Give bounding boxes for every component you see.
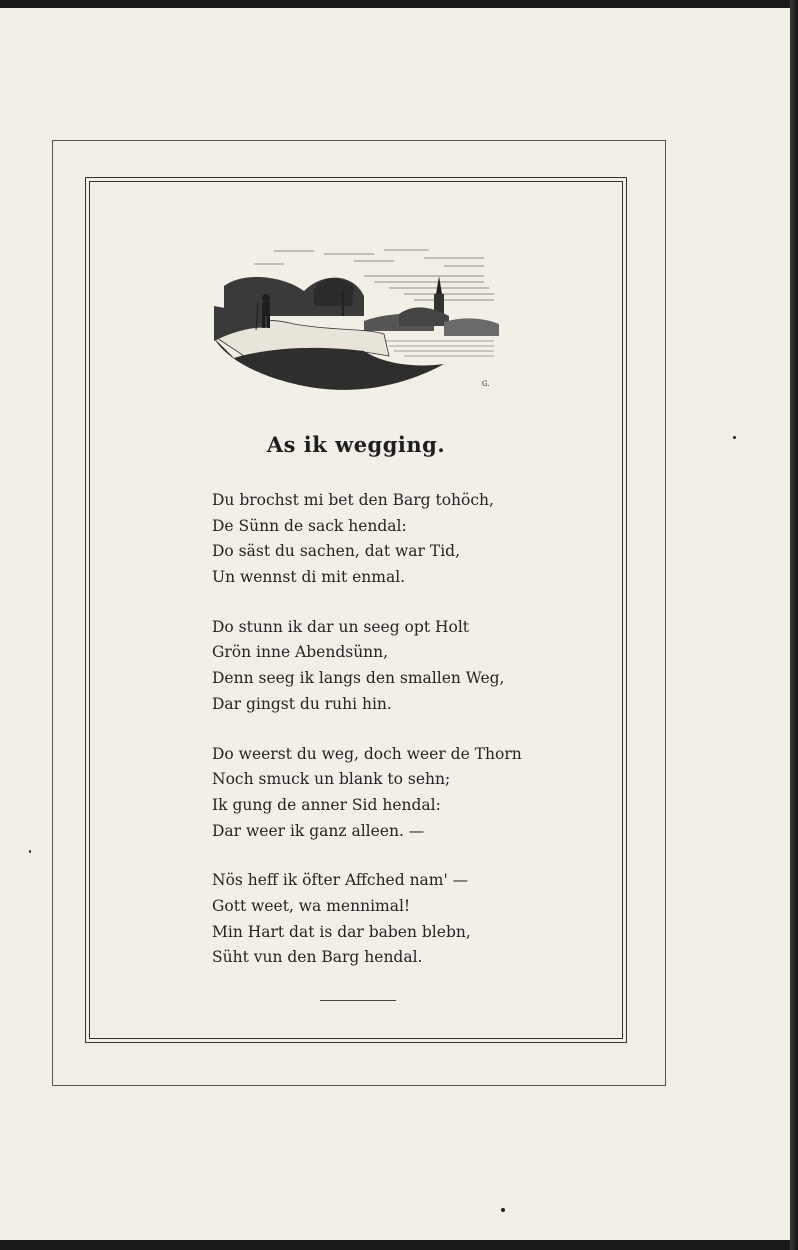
ink-speck (733, 436, 736, 439)
ink-speck (29, 850, 31, 853)
verse-line: Denn seeg ik langs den smallen Weg, (212, 669, 505, 688)
verse-line: Dar weer ik ganz alleen. — (212, 821, 425, 840)
inner-border-frame (85, 177, 627, 1043)
landscape-engraving (214, 246, 504, 396)
end-rule-divider (320, 1000, 396, 1001)
verse-line: Grön inne Abendsünn, (212, 643, 389, 662)
stanza (212, 868, 572, 971)
verse-line: Dar gingst du ruhi hin. (212, 694, 392, 713)
verse-line: Noch smuck un blank to sehn; (212, 770, 451, 789)
verse-line: Gott weet, wa mennimal! (212, 896, 411, 915)
verse-line: De Sünn de sack hendal: (212, 516, 407, 535)
stanza (212, 615, 572, 718)
poem-body (212, 488, 572, 995)
poem-title: As ik wegging. (266, 432, 446, 457)
outer-border-frame (52, 140, 666, 1086)
page-edge (790, 0, 798, 1250)
verse-line: Süht vun den Barg hendal. (212, 948, 423, 967)
verse-line: Un wennst di mit enmal. (212, 568, 406, 587)
verse-line: Do säst du sachen, dat war Tid, (212, 542, 460, 561)
book-page (0, 8, 790, 1240)
ink-speck (501, 1208, 505, 1212)
verse-line: Du brochst mi bet den Barg tohöch, (212, 491, 494, 509)
verse-line: Min Hart dat is dar baben blebn, (212, 922, 471, 941)
verse-line: Nös heff ik öfter Affched nam' — (212, 871, 469, 890)
stanza (212, 488, 572, 591)
verse-line: Ik gung de anner Sid hendal: (212, 795, 441, 814)
svg-text:G.: G. (482, 380, 490, 388)
verse-line: Do stunn ik dar un seeg opt Holt (212, 617, 470, 636)
verse-line: Do weerst du weg, doch weer de Thorn (212, 744, 522, 763)
stanza (212, 742, 572, 845)
